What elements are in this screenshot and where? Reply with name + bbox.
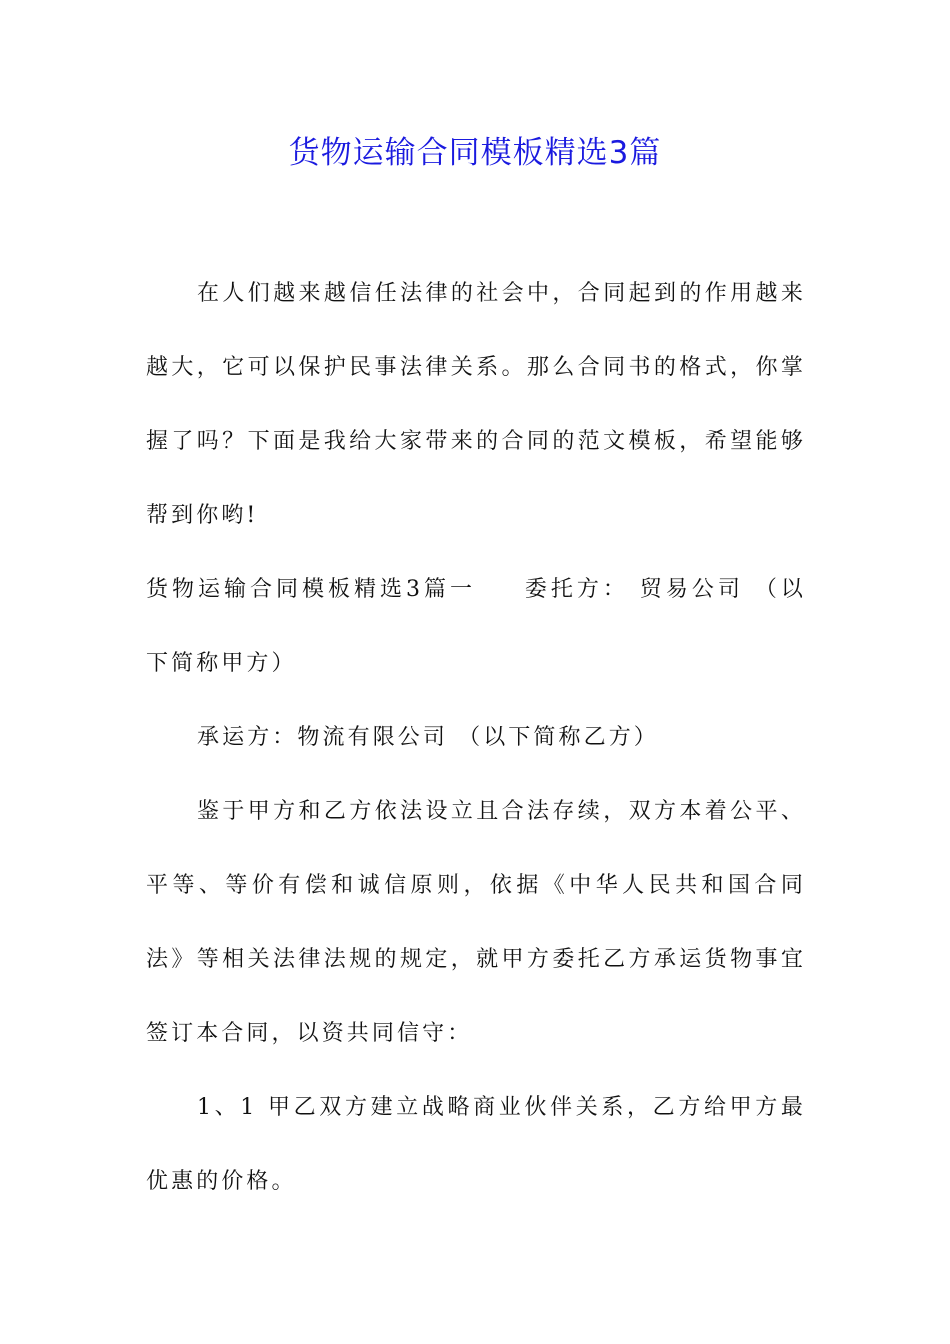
client-party: 委托方： 贸易公司 （以下简称甲方） — [146, 577, 806, 676]
section-paragraph — [146, 553, 806, 701]
document-body — [146, 257, 806, 1219]
clause-1-1-paragraph: 1、1 甲乙双方建立战略商业伙伴关系，乙方给甲方最优惠的价格。 — [146, 1095, 806, 1194]
document-title: 货物运输合同模板精选3篇 — [288, 135, 662, 171]
section-heading: 货物运输合同模板精选3篇一 — [146, 577, 476, 602]
preamble-paragraph: 鉴于甲方和乙方依法设立且合法存续，双方本着公平、平等、等价有偿和诚信原则，依据《中华人民共和国合同法》等相关法律法规的规定，就甲方委托乙方承运货物事宜签订本合同，以资共同信守： — [146, 799, 806, 1046]
carrier-paragraph: 承运方：物流有限公司 （以下简称乙方） — [197, 725, 659, 750]
intro-paragraph: 在人们越来越信任法律的社会中，合同起到的作用越来越大，它可以保护民事法律关系。那么合同书的格式，你掌握了吗？下面是我给大家带来的合同的范文模板，希望能够帮到你哟! — [146, 281, 806, 528]
